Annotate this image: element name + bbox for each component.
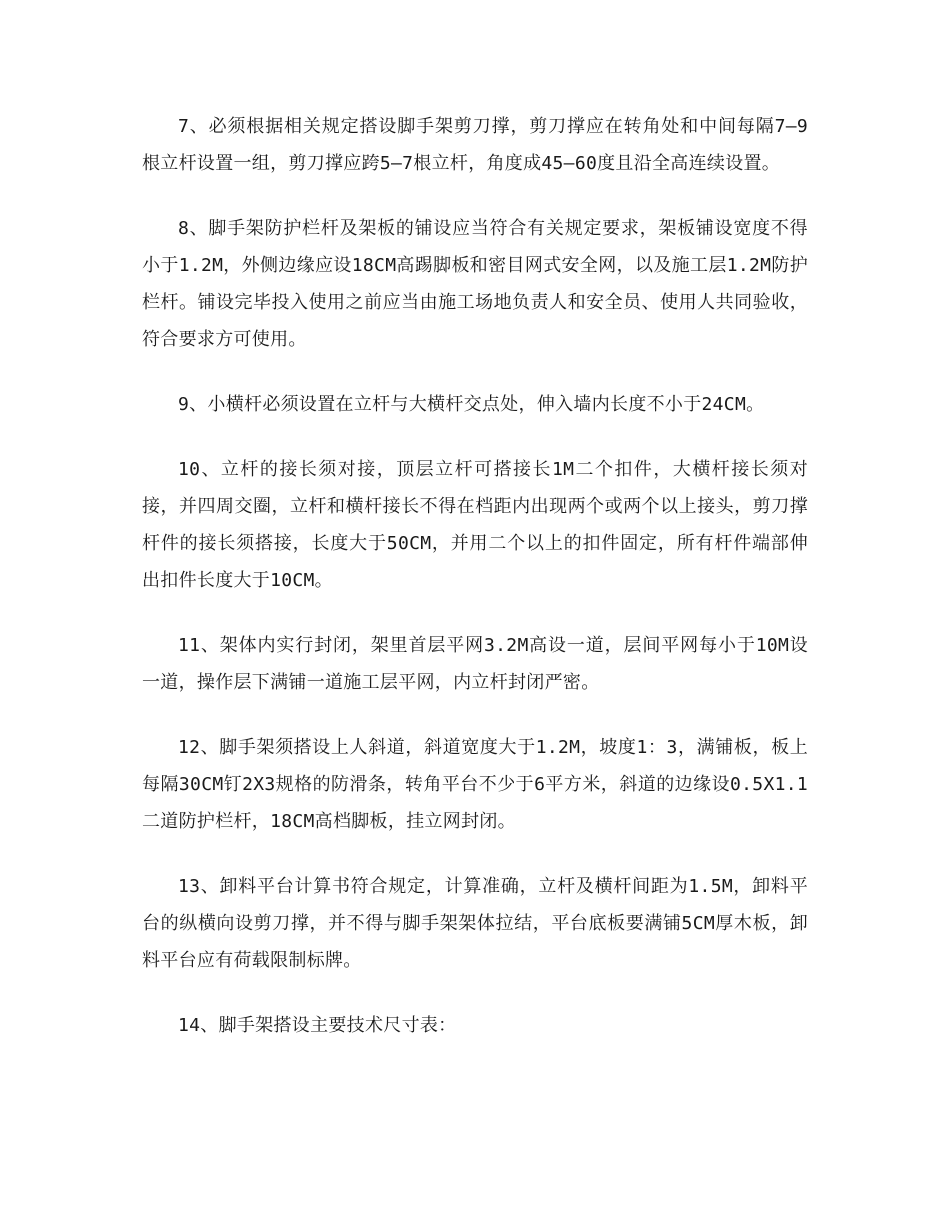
paragraph-item-10: 10、立杆的接长须对接，顶层立杆可搭接长1M二个扣件，大横杆接长须对接，并四周交圈，立杆和横杆接长不得在档距内出现两个或两个以上接头，剪刀撑杆件的接长须搭接，长度大于50CM，并用二个以上的扣件固定，所有杆件端部伸出扣件长度大于10CM。 xyxy=(142,459,808,591)
paragraph-item-11: 11、架体内实行封闭，架里首层平网3.2M高设一道，层间平网每小于10M设一道，操作层下满铺一道施工层平网，内立杆封闭严密。 xyxy=(142,635,808,693)
paragraph-item-9: 9、小横杆必须设置在立杆与大横杆交点处，伸入墙内长度不小于24CM。 xyxy=(178,394,765,415)
paragraph-item-7: 7、必须根据相关规定搭设脚手架剪刀撑，剪刀撑应在转角处和中间每隔7—9根立杆设置一组，剪刀撑应跨5—7根立杆，角度成45—60度且沿全高连续设置。 xyxy=(142,116,808,174)
paragraph-item-8: 8、脚手架防护栏杆及架板的铺设应当符合有关规定要求，架板铺设宽度不得小于1.2M，外侧边缘应设18CM高踢脚板和密目网式安全网，以及施工层1.2M防护栏杆。铺设完毕投入使用之前应当由施工场地负责人和安全员、使用人共同验收，符合要求方可使用。 xyxy=(142,218,808,350)
document-body xyxy=(142,108,808,1072)
paragraph-item-13: 13、卸料平台计算书符合规定，计算准确，立杆及横杆间距为1.5M，卸料平台的纵横向设剪刀撑，并不得与脚手架架体拉结，平台底板要满铺5CM厚木板，卸料平台应有荷载限制标牌。 xyxy=(142,876,808,971)
paragraph-item-14: 14、脚手架搭设主要技术尺寸表： xyxy=(178,1015,457,1036)
paragraph-item-12: 12、脚手架须搭设上人斜道，斜道宽度大于1.2M，坡度1：3，满铺板，板上每隔30CM钉2X3规格的防滑条，转角平台不少于6平方米，斜道的边缘设0.5X1.1二道防护栏杆，18CM高档脚板，挂立网封闭。 xyxy=(142,737,808,832)
